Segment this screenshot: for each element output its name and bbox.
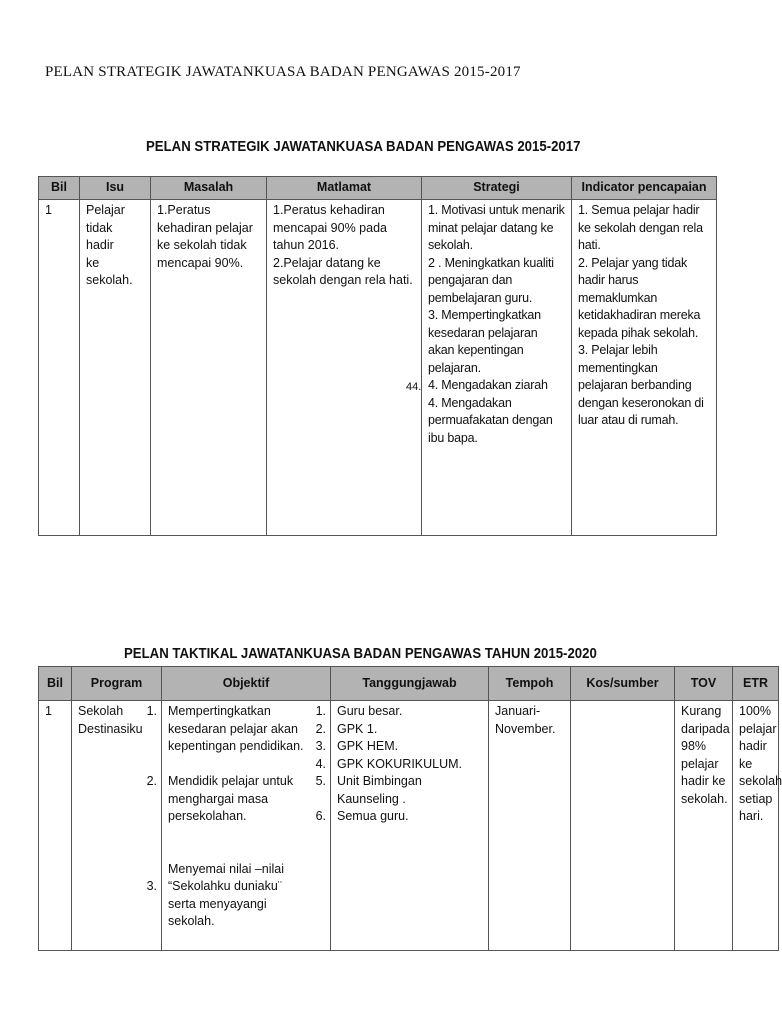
document-title: PELAN STRATEGIK JAWATANKUASA BADAN PENGAWAS 2015-2017 <box>45 64 521 80</box>
header-bil: Bil <box>39 177 80 200</box>
tactical-header-row <box>39 667 779 701</box>
strategic-header-row <box>39 177 717 200</box>
table-row <box>39 701 779 951</box>
cell-masalah: 1.Peratus kehadiran pelajar ke sekolah tidak mencapai 90%. <box>151 200 267 536</box>
cell-bil: 1 <box>39 701 72 951</box>
cell-objektif <box>162 701 331 951</box>
objektif-number-list: 1. 2. 3. 4. 5. 6. <box>315 704 326 823</box>
cell-bil: 1 <box>39 200 80 536</box>
header-kos-sumber: Kos/sumber <box>571 667 675 701</box>
cell-tanggungjawab: Guru besar. GPK 1. GPK HEM. GPK KOKURIKULUM. Unit Bimbingan Kaunseling . Semua guru. <box>331 701 489 951</box>
cell-kos-sumber <box>571 701 675 951</box>
objektif-text: Mempertingkatkan kesedaran pelajar akan kepentingan pendidikan. Mendidik pelajar untuk menghargai masa persekolahan. Menyemai nilai –nilai “Sekolahku duniaku¨ serta menyayangi sekolah. <box>168 704 304 928</box>
header-tanggungjawab: Tanggungjawab <box>331 667 489 701</box>
cell-indicator: 1. Semua pelajar hadir ke sekolah dengan rela hati. 2. Pelajar yang tidak hadir harus memaklumkan ketidakhadiran mereka kepada pihak sekolah. 3. Pelajar lebih mementingkan pelajaran berbanding dengan keseronokan di luar atau di rumah. <box>572 200 717 536</box>
cell-program <box>72 701 162 951</box>
header-program: Program <box>72 667 162 701</box>
header-objektif: Objektif <box>162 667 331 701</box>
cell-tempoh: Januari- November. <box>489 701 571 951</box>
header-matlamat: Matlamat <box>267 177 422 200</box>
cell-tov: Kurang daripada 98% pelajar hadir ke sekolah. <box>675 701 733 951</box>
header-tempoh: Tempoh <box>489 667 571 701</box>
header-isu: Isu <box>80 177 151 200</box>
margin-note: 44. <box>406 381 422 393</box>
tactical-plan-table <box>38 666 782 951</box>
table-row <box>39 200 717 536</box>
cell-isu: Pelajar tidak hadir ke sekolah. <box>80 200 151 536</box>
program-number-list: 1. 2. 3. <box>146 704 157 893</box>
header-tov: TOV <box>675 667 733 701</box>
header-masalah: Masalah <box>151 177 267 200</box>
header-bil: Bil <box>39 667 72 701</box>
header-indicator: Indicator pencapaian <box>572 177 717 200</box>
strategic-plan-title: PELAN STRATEGIK JAWATANKUASA BADAN PENGAWAS 2015-2017 <box>146 138 581 155</box>
cell-etr: 100% pelajar hadir ke sekolah setiap hari. <box>733 701 779 951</box>
header-strategi: Strategi <box>422 177 572 200</box>
cell-strategi: 1. Motivasi untuk menarik minat pelajar datang ke sekolah. 2 . Meningkatkan kualiti pengajaran dan pembelajaran guru. 3. Mempertingkatkan kesedaran pelajaran akan kepentingan pelajaran. 4. Mengadakan ziarah 4. Mengadakan permuafakatan dengan ibu bapa. <box>422 200 572 536</box>
program-text: Sekolah Destinasiku <box>78 704 143 736</box>
strategic-plan-table <box>38 176 717 536</box>
cell-matlamat: 1.Peratus kehadiran mencapai 90% pada tahun 2016. 2.Pelajar datang ke sekolah dengan rela hati. <box>267 200 422 536</box>
header-etr: ETR <box>733 667 779 701</box>
tactical-plan-title: PELAN TAKTIKAL JAWATANKUASA BADAN PENGAWAS TAHUN 2015-2020 <box>124 645 597 662</box>
